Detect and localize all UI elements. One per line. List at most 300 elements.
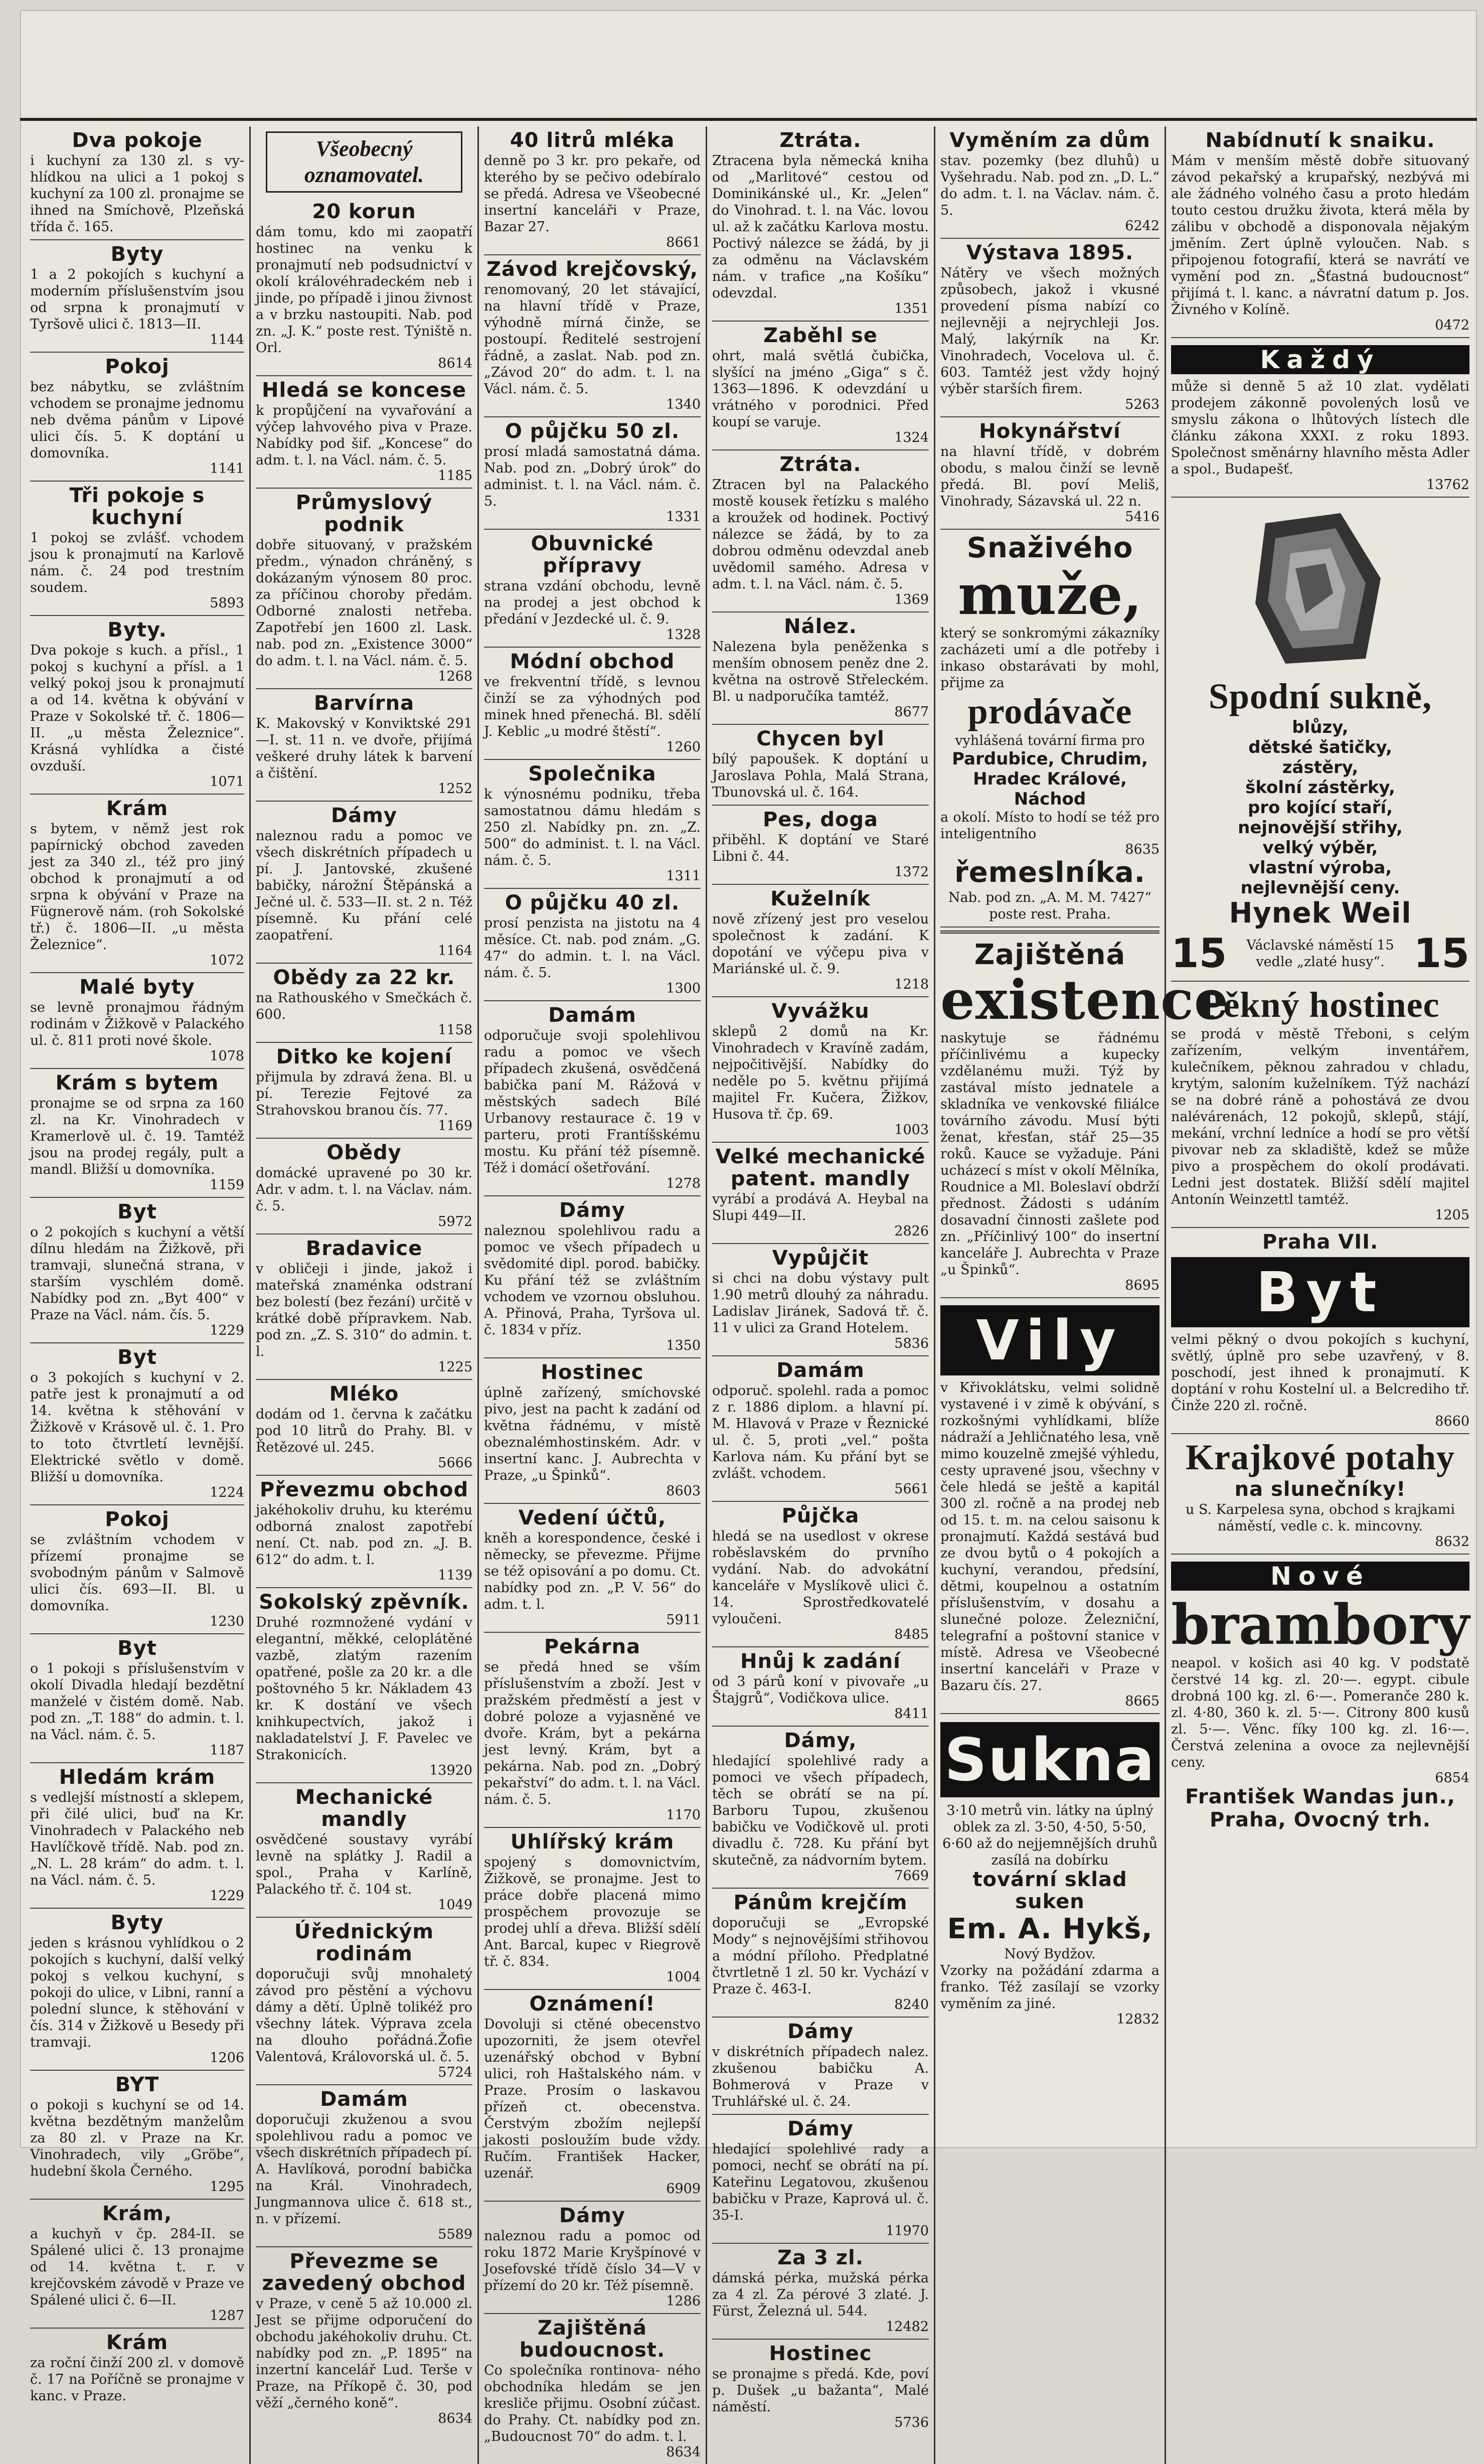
ad-number: 5724 (438, 2065, 472, 2080)
ad-body: odporuč. spolehl. rada a pomoc z r. 1886 diplom. a hlavní pí. M. Hlavová v Praze v Řeznické ul. č. 5, proti „vel.“ pošta Karlova nám. Ku přání byt se zvlášt. vchodem. (712, 1383, 929, 1481)
ad-heading: Půjčka (781, 1504, 860, 1527)
ad-heading: Ztráta. (779, 453, 862, 476)
ad-firm-name: Hynek Weil (1229, 897, 1412, 930)
classified-ad (712, 1502, 929, 1647)
ad-heading: Nabídnutí k snaiku. (1205, 129, 1435, 152)
ad-heading: Za 3 zl. (777, 2246, 864, 2269)
ad-number: 8614 (438, 356, 472, 371)
classified-ad (30, 973, 244, 1069)
classified-ad (712, 450, 929, 612)
ad-heading: Módní obchod (510, 650, 675, 673)
ad-body: se pronajme s předá. Kde, poví p. Dušek „u bažanta“, Malé náměstí. (712, 2366, 929, 2415)
ad-body: si chci na dobu výstavy pult 1.90 metrů dlouhý za náhradu. Ladislav Jiránek, Sadová tř. č. 11 v ulici za Grand Hotelem. (712, 1271, 929, 1336)
product-item: nejnovější střihy, (1238, 818, 1403, 838)
classified-ad (712, 322, 929, 450)
ad-heading-large: Spodní sukně, (1208, 676, 1432, 716)
ad-number: 1229 (210, 1323, 244, 1338)
classified-ad (256, 689, 472, 802)
ad-address: Praha, Ovocný trh. (1210, 1808, 1431, 1831)
ad-heading-large: Pěkný hostinec (1201, 985, 1440, 1025)
classified-ad (30, 482, 244, 616)
ad-heading: Ditko ke kojení (276, 1045, 452, 1068)
ad-body: kněh a korespondence, české i německy, se převezme. Přijme se též opisování a po domu. Ct. nabídky pod zn. „P. V. 56“ do adm. t. l. (484, 1530, 701, 1612)
product-item: blůzy, (1292, 717, 1349, 737)
ad-body: úplně zařízený, smíchovské pivo, jest na pacht k zadání od května řádnému, v místě obeznalémhostinském. Adr. v insertní kanc. J. Aubrechta v Praze, „u Špinků“. (484, 1385, 701, 1483)
classified-ad (30, 1343, 244, 1505)
ad-body: hledající spolehlivé rady a pomoci ve všech případech, těch se obrátí se na pí. Barboru Tupou, zkušenou babičku ve Vodičkově ul. proti divadlu č. 728. Ku přání byt skutečně, za nádvorním bytem. (712, 1753, 929, 1868)
ad-heading: Vyměním za dům (949, 129, 1150, 152)
classified-ad (484, 126, 701, 255)
ad-heading: Dva pokoje (72, 129, 203, 152)
ad-body: denně po 3 kr. pro pekaře, od kterého by se pečivo odebíralo se předá. Adresa ve Všeobecné insertní kanceláři v Praze, Bazar 27. (484, 153, 701, 235)
ad-body: vyhlášená tovární firma pro (955, 733, 1145, 748)
ad-hokynarstvi (940, 417, 1160, 530)
ad-heading: Damám (548, 1004, 636, 1027)
ad-body: přijmula by zdravá žena. Bl. u pí. Terezie Fejtové za Strahovskou branou čís. 77. (256, 1069, 472, 1118)
ad-heading: Závod krejčovský, (486, 258, 699, 281)
ad-heading: Byty (110, 1911, 164, 1934)
classified-ad (256, 1380, 472, 1476)
ad-heading: O půjčku 40 zl. (505, 891, 680, 914)
ad-number: 6909 (666, 2181, 701, 2197)
ad-nove-brambory (1171, 1555, 1469, 1836)
ad-heading: Barvírna (313, 692, 415, 715)
ad-body: naleznou radu a pomoc od roku 1872 Marie Kryšpínové v Josefovské třídě číslo 34—V v přízemí do 20 kr. Též písemně. (484, 2228, 701, 2293)
classified-ad (484, 1504, 701, 1633)
ad-heading: Byty. (107, 619, 167, 642)
ad-body: bílý papoušek. K doptání u Jaroslava Pohla, Malá Strana, Tbunovská ul. č. 164. (712, 751, 929, 800)
ad-kazdy (1171, 338, 1469, 498)
ad-heading: Pes, doga (762, 808, 879, 831)
classified-ad (484, 1001, 701, 1196)
ad-heading: Výstava 1895. (966, 241, 1134, 264)
ad-body: o 3 pokojích s kuchyní v 2. patře jest k pronajmutí a od 14. května k stěhování v Žižkově v Krásově ul. č. 1. Pro to toto čtvrtletí levnější. Elektrické světlo v domě. Bližší u domovníka. (30, 1370, 244, 1485)
ad-number: 1004 (666, 1969, 701, 1985)
ad-body: se prodá v městě Třeboni, s celým zařízením, velkým inventářem, kulečníkem, pěknou zahradou v chladu, krytým, saloním kuželníkem. Týž nachází se na dobré ráně a pohostává ze dvou nalévárenách, 12 pokojů, sklepů, stájí, mekání, vrchní ledníce a hodí se pro větší pivovar neb za skladiště, kdež se může pivo a prospěchem do okolí prodávati. Ledni jest dostatek. Bližší sdělí majitel Antonín Weinzettl tamtéž. (1171, 1026, 1469, 1207)
ad-sukna (940, 1714, 1160, 2031)
ad-body: Dovoluji si ctěné obecenstvo upozorniti, že jsem otevřel uzenářský obchod v Bybní ulici, roh Haštalského nám. v Praze. Prosím o laskavou přízeň ct. obecenstva. Čerstvým zbožím nejlepší jakosti posloužím bude vždy. Ručím. František Hacker, uzenář. (484, 2017, 701, 2181)
ad-body: Ztracena byla německá kniha od „Marlitové“ cestou od Dominikánské ul., Kr. „Jelen“ do Vinohrad. t. l. na Vác. lovou ul. až k začátku Karlova mostu. Poctivý nálezce se žádá, by ji za odměnu na Václavském nám. v trafice „na Košíku“ odevzdal. (712, 153, 929, 301)
ad-number: 8634 (438, 2411, 472, 2426)
ad-number: 1158 (438, 1022, 472, 1038)
ad-body: doporučuji se „Evropské Mody“ s nejnovějšími střihovou a módní příloho. Předplatné čtvrtletně 1 zl. 50 kr. Vychází v Praze č. 463-I. (712, 1915, 929, 1997)
ad-number: 5666 (438, 1455, 472, 1471)
ad-heading: Dámy (787, 2020, 854, 2043)
ad-heading: Snaživého (966, 532, 1133, 564)
ad-number: 7669 (894, 1868, 929, 1884)
ad-heading: Byt (117, 1346, 157, 1369)
ad-body: dámská pérka, mužská pérka za 4 zl. Za pérové 3 zlaté. J. Fürst, Železná ul. 544. (712, 2270, 929, 2319)
ad-heading: Obuvnické přípravy (531, 532, 654, 577)
divider (940, 931, 1160, 934)
ad-spodni-sukne (1171, 498, 1469, 982)
ad-body: v Praze, v ceně 5 až 10.000 zl. Jest se přijme odporučení do obchodu jakéhokoliv druhu. Ct. nabídky pod zn. „P. 1895“ na inzertní kancelář Lud. Terše v Praze, na Příkopě č. 30, pod věží „černého koně“. (256, 2296, 472, 2411)
ad-number: 1072 (210, 953, 244, 968)
ad-heading: Hledá se koncese (262, 379, 466, 402)
ad-heading: Dámy (331, 804, 397, 827)
ad-body: strana vzdání obchodu, levně na prodej a jest obchod k předání v Jezdecké ul. č. 9. (484, 578, 701, 627)
ad-body: Nalezena byla peněženka s menším obnosem peněz dne 2. května na ostrově Střeleckém. Bl. u nadporučíka tamtéž. (712, 639, 929, 704)
ad-body: v Křivoklátsku, velmi solidně vystavené i v zimě k obývání, s rozkošnými vyhlídkami, blíže nádraží a Jehličnatého lesa, vně mimo kouzelně zmejšé výhledu, cesty upravené jsou, všechny v čele hledá se ještě a kapitál 300 zl. ročně a na prodej neb od 15. t. m. na celou saisonu k pronajmutí. Každá sestává bud ze dvou bytů o 4 pokojích a kuchyní, verandou, předsíní, dětmi, koupelnou a ostatním příslušenstvím, v dosahu a slunečné poloze. Železniční, telegrafní a poštovní stanice v místě. Adresa ve Všeobecné insertní kanceláři v Praze v Bazaru čís. 27. (940, 1380, 1160, 1693)
ad-heading: 20 korun (312, 200, 416, 223)
ad-heading: Zajištěná (974, 939, 1126, 971)
ad-heading-inverted: Vily (940, 1305, 1160, 1375)
classified-ad (484, 2202, 701, 2314)
ad-heading: Vypůjčit (772, 1247, 869, 1270)
classified-ad (256, 964, 472, 1043)
classified-ad (484, 255, 701, 417)
ad-heading: Obědy (326, 1141, 402, 1164)
ad-heading: Obědy za 22 kr. (273, 966, 455, 989)
classified-ad (484, 1633, 701, 1828)
ad-number: 6854 (1435, 1770, 1469, 1786)
classified-ad (256, 376, 472, 489)
ad-body: na hlavní třídě, v dobrém obodu, s malou činží se levně předá. Bl. poví Meliš, Vinohrady, Sázavská ul. 22 n. (940, 444, 1160, 509)
ad-number: 5661 (894, 1481, 929, 1497)
product-item: dětské šatičky, (1248, 737, 1392, 757)
ad-subheading: Praha VII. (1262, 1230, 1379, 1254)
ad-number: 1287 (210, 2308, 244, 2324)
ad-heading: Velké mechanické patent. mandly (715, 1145, 926, 1190)
ad-body: naleznou radu a pomoc ve všech diskrétních případech u pí. J. Jantovské, zkušené babičky, nárožní Štěpánská a Ječné ul. č. 533—II. st. 2 n. Též písemně. Ku přání celé zaopatření. (256, 828, 472, 943)
classified-ad (484, 2314, 701, 2464)
classified-ad (256, 1918, 472, 2085)
ad-number: 1311 (666, 868, 701, 884)
classified-ad (712, 1143, 929, 1244)
ad-number: 5972 (438, 1214, 472, 1229)
ad-heading: Byt (117, 1637, 157, 1660)
ad-heading: Pánům krejčím (733, 1891, 908, 1914)
ad-number: 1205 (1435, 1207, 1469, 1223)
classified-ad (30, 2200, 244, 2329)
column-4 (707, 126, 935, 2464)
ad-number: 1295 (210, 2179, 244, 2195)
ad-number: 1350 (666, 1338, 701, 1353)
classified-ad (484, 648, 701, 760)
ad-body: ve frekventní třídě, s levnou činží se za výhodných pod minek hned přenechá. Bl. sdělí J. Keblic „u modré štěstí“. (484, 674, 701, 739)
product-item: zástěry, (1282, 757, 1359, 778)
classified-ad (712, 612, 929, 725)
ad-number: 6242 (1125, 218, 1160, 234)
column-2 (251, 126, 479, 2464)
classified-ad (30, 1763, 244, 1909)
ad-heading: Vedení účtů, (518, 1506, 667, 1529)
classified-ad (712, 2340, 929, 2434)
ad-body: o 2 pokojích s kuchyní a větší dílnu hledám na Žižkově, při tramvaji, slunečná strana, v starším vyschlém domě. Nabídky pod zn. „Byt 400“ v Praze na Václ. nám. čís. 5. (30, 1224, 244, 1323)
ad-heading: Vyvážku (771, 1000, 870, 1023)
ad-body: v obličeji i jinde, jakož i mateřská znaménka odstraní bez bolestí (bez řezání) určitě v krátké době přípravkem. Nab. pod zn. „Z. S. 310“ do admin. t. l. (256, 1261, 472, 1359)
ad-body: od 3 párů koní v pivovaře „u Štajgrů“, Vodičkova ulice. (712, 1674, 929, 1706)
classified-ad (256, 2085, 472, 2247)
ad-body: stav. pozemky (bez dluhů) u Vyšehradu. Nab. pod zn. „D. L.“ do adm. t. l. na Václav. nám. č. 5. (940, 153, 1160, 218)
ad-number: 1164 (438, 943, 472, 959)
classified-ad (712, 725, 929, 806)
ad-body: naleznou spolehlivou radu a pomoc ve všech případech u svědomité dipl. porod. babičky. Ku přání též se zvláštním vchodem ve vzornou obsluhou. A. Přinová, Praha, Tyršova ul. č. 1834 v příz. (484, 1223, 701, 1338)
ad-byt-praha (1171, 1228, 1469, 1434)
ad-body: dobře situovaný, v pražském předm., výnadon chráněný, s dokázaným výnosem 80 proc. za příčinou choroby předám. Odborné znalosti netřeba. Zapotřebí jen 1600 zl. Lask. nab. pod zn. „Existence 3000“ do adm. t. l. na Václ. nám. č. 5. (256, 537, 472, 669)
ad-heading: Krám (106, 2331, 169, 2354)
ad-cities: Pardubice, Chrudim, Hradec Králové, Náchod (952, 749, 1148, 809)
ad-nabidnuti (1171, 126, 1469, 338)
classified-ad (484, 1196, 701, 1358)
classified-ad (712, 126, 929, 322)
ad-heading: Uhlířský krám (510, 1830, 675, 1854)
ad-heading: Průmyslový podnik (295, 491, 433, 536)
ad-heading: Dámy (559, 1199, 625, 1222)
column-3 (479, 126, 707, 2464)
ad-number: 11970 (886, 2223, 929, 2239)
column-5 (935, 126, 1229, 2464)
ad-snaziveho-muze (940, 530, 1160, 928)
ad-heading: Sokolský zpěvník. (259, 1591, 469, 1614)
classified-ad (484, 417, 701, 530)
ad-number: 1169 (438, 1118, 472, 1134)
ad-body: jakéhokoliv druhu, ku kterému odborná znalost zapotřebí není. Ct. nab. pod zn. „J. B. 612“ do adm. t. l. (256, 1502, 472, 1568)
ad-body: Nový Bydžov. (1004, 1946, 1096, 1962)
classified-ad (484, 1828, 701, 1990)
ad-krajkove-potahy (1171, 1434, 1469, 1555)
ad-body: nově zřízený jest pro veselou společnost k zadání. K dopotání ve výčepu piva v Mariánské ul. č. 9. (712, 911, 929, 977)
ad-body: a okolí. Místo to hodí se též pro inteligentního (940, 810, 1160, 842)
classified-ad (712, 1889, 929, 2018)
ad-vily (940, 1298, 1160, 1714)
ad-number: 1300 (666, 981, 701, 996)
ad-number: 8240 (894, 1997, 929, 2013)
ad-body: doporučuji svůj mnohaletý závod pro pěstění a výchovu dámy a dětí. Úplně tolikéž pro všechny látek. Výprava zcela na dlouho pořádná.Žofie Valentová, Královorská ul. č. 5. (256, 1966, 472, 2065)
ad-heading: Dámy, (784, 1729, 857, 1752)
ad-number: 8603 (666, 1483, 701, 1499)
ad-heading: Převezme se zavedený obchod (262, 2250, 466, 2295)
ad-heading: Chycen byl (756, 727, 885, 750)
ad-body: domácké upravené po 30 kr. Adr. v adm. t. l. na Václav. nám. č. 5. (256, 1165, 472, 1214)
ad-number: 8660 (1435, 1414, 1469, 1429)
ad-number: 1078 (210, 1048, 244, 1064)
ad-body: Druhé rozmnožené vydání v elegantní, měkké, celoplátěné vazbě, zlatým razením opatřené, pošle za 20 kr. a dle poštovného 5 kr. Nákladem 43 kr. K dostání ve všech knihkupectvích, jakož i nakladatelství J. F. Pavelec ve Strakonicích. (256, 1615, 472, 1763)
ad-number: 1229 (210, 1888, 244, 1904)
ad-heading: Krám s bytem (55, 1071, 219, 1095)
ad-pekny-hostinec (1171, 982, 1469, 1228)
ad-body: o 1 pokoji s příslušenstvím v okolí Divadla hledají bezdětní manželé v čistém domě. Nab. pod zn. „T. 188“ do admin. t. l. na Václ. nám. č. 5. (30, 1661, 244, 1743)
ad-body: s vedlejší místností a sklepem, při čilé ulici, buď na Kr. Vinohradech v Palackého neb Havlíčkově třídě. Nab. pod zn. „N. L. 28 krám“ do adm. t. l. na Václ. nám. č. 5. (30, 1790, 244, 1888)
ad-heading-inverted: Nové (1171, 1562, 1469, 1591)
product-item: vlastní výroba, (1248, 858, 1392, 878)
ad-body: Vzorky na požádání zdarma a franko. Též zasílají se vzorky vyměním za jiné. (940, 1963, 1160, 2012)
ad-number: 1286 (666, 2293, 701, 2309)
ad-heading: Byt (117, 1200, 157, 1223)
ad-number: 8695 (1125, 1278, 1160, 1293)
address-row (1171, 930, 1469, 977)
ad-body: neapol. v košich asi 40 kg. V podstatě čerstvé 14 kg. zl. 20·—. egypt. cibule drobná 100 kg. zl. 6·—. Pomeranče 280 k. zl. 4·80, 360 k. zl. 5·—. Citrony 800 kusů zl. 5·—. Věnc. fíky 100 kg. zl. 16·—. Čerstvá zelenina a ovoce za nejlevnější ceny. (1171, 1655, 1469, 1770)
ad-body: spojený s domovnictvím, Žižkově, se pronajme. Jest to práce dobře placená mimo prospěchem provozuje se prodej uhlí a dřeva. Bližší sdělí Ant. Barcal, kupec v Riegrově tř. č. 834. (484, 1855, 701, 1969)
ad-body: může si denně 5 až 10 zlat. vydělati prodejem zákonně povolených losů ve smyslu zákona o lhůtových lístech dle článku zákona XXXI. z roku 1893. Společnost směnárny hlavního města Adler a spol., Budapešť. (1171, 379, 1469, 477)
ad-body: velmi pěkný o dvou pokojích s kuchyní, světlý, úplně pro sebe uzavřený, v 8. poschodí, jest ihned k pronajmutí. K doptání v rohu Kostelní ul. a Belcrediho tř. Činže 220 zl. ročně. (1171, 1332, 1469, 1414)
ad-number: 5263 (1125, 397, 1160, 412)
ad-heading: Společnika (528, 762, 656, 786)
ad-body: Nátěry ve všech možných způsobech, jakož i vkusné provedení písma nabízí co nejlevněji a nejrychleji Jos. Malý, lakýrník na Kr. Vinohradech, Vocelova ul. č. 603. Tamtéž jest vždy hojný výběr starších firem. (940, 265, 1160, 397)
ad-body: naskytuje se řádnému příčinlivému a kupecky vzdělanému muži. Týž by zastával místo jednatele a skladníka ve venkovské filiálce továrního závodu. Musí býti ženat, křesťan, stář 25—35 roků. Kauce se vyžaduje. Páni ucházecí s míst v okolí Mělníka, Roudnice a Ml. Boleslaví obdrží přednost. Žádosti s udáním dosavadní činnosti zašlete pod zn. „Příčinlivý 100“ do insertní kanceláře J. Aubrechta v Praze „u Špinků“. (940, 1030, 1160, 1278)
ad-number: 1049 (438, 1897, 472, 1913)
top-rule (20, 118, 1477, 121)
ad-heading: řemeslníka. (954, 856, 1145, 889)
ad-number: 8411 (894, 1706, 929, 1722)
ad-heading: Mechanické mandly (295, 1786, 433, 1831)
ad-heading: Nález. (784, 615, 857, 638)
classified-ad (712, 1727, 929, 1889)
ad-heading: Kuželník (770, 887, 871, 910)
section-header: Všeobecný oznamovatel. (266, 131, 462, 193)
ad-body: u S. Karpelesa syna, obchod s krajkami náměstí, vedle c. k. mincovny. (1185, 1502, 1455, 1534)
product-item: nejlevnější ceny. (1240, 878, 1400, 898)
ad-body: o pokoji s kuchyní se od 14. května bezdětným manželům za 80 zl. v Praze na Kr. Vinohradech, vily „Gröbe“, hudební škola Černého. (30, 2097, 244, 2179)
ad-body: k propůjčení na vyvařování a výčep lahvového piva v Praze. Nabídky pod šif. „Koncese“ do adm. t. l. na Václ. nám. č. 5. (256, 403, 472, 468)
classified-ad (712, 1647, 929, 1727)
ad-body: odporučuje svoji spolehlivou radu a pomoc ve všech případech zkušená, osvědčená babička paní M. Rážová v městských sadech Bílé Urbanovy restaurace č. 19 v parteru, proti Frantíšskému mostu. Ku přání též písemně. Též i domácí ošetřování. (484, 1028, 701, 1176)
ad-number: 1278 (666, 1176, 701, 1191)
ad-body: renomovaný, 20 let stávající, na hlavní třídě v Praze, výhodně mírná činže, se postoupí. Ředitelé sestrojení řádně, a zaslat. Nab. pod zn. „Závod 20“ do adm. t. l. na Václ. nám. č. 5. (484, 282, 701, 397)
ad-number: 1224 (210, 1485, 244, 1500)
ad-number: 1003 (894, 1122, 929, 1138)
ad-number: 1139 (438, 1568, 472, 1583)
ad-number: 13920 (429, 1763, 472, 1778)
ad-heading: Pokoj (105, 1508, 170, 1531)
classified-ad (256, 802, 472, 964)
classified-ad (712, 1356, 929, 1502)
ad-number: 1372 (894, 864, 929, 880)
ad-heading: Krám (106, 797, 169, 820)
classified-ad (256, 1783, 472, 1918)
ad-body: k výnosnému podniku, třeba samostatnou dámu hledám s 250 zl. Nabídky pn. zn. „Z. 500“ do administ. t. l. na Václ. nám. č. 5. (484, 787, 701, 868)
ad-number: 8632 (1435, 1534, 1469, 1550)
classified-ad (30, 1634, 244, 1763)
ad-heading: Zaběhl se (763, 324, 878, 347)
ad-heading: Krám, (102, 2202, 173, 2225)
ad-heading: Převezmu obchod (259, 1478, 469, 1501)
ad-heading: Dámy (787, 2117, 854, 2140)
ad-body: Ztracen byl na Palackého mostě kousek řetízku s malého a kroužek od hodinek. Poctivý nálezce se žádá, by to za dobrou odměnu odevzdal aneb uvědomil samého. Adresa v adm. t. l. na Václ. nám. č. 5. (712, 477, 929, 592)
ad-number: 1351 (894, 301, 929, 317)
classified-ad (30, 126, 244, 240)
ad-number: 1185 (438, 468, 472, 484)
ad-number: 0472 (1435, 318, 1469, 333)
ad-body: 1 a 2 pokojích s kuchyní a moderním příslušenstvím jsou od srpna k pronajmutí v Tyršově ulici č. 1813—II. (30, 267, 244, 332)
ad-body: doporučuji zkuženou a svou spolehlivou radu a pomoc ve všech diskrétních případech pí. A. Havlíková, porodní babička na Král. Vinohradech, Jungmannova ulice č. 618 st., n. v přízemí. (256, 2112, 472, 2227)
ad-body: se předá hned se vším příslušenstvím a zboží. Jest v pražském předměstí a jest v dobré poloze a vyjasněné ve dvoře. Krám, byt a pekárna jest levný. Krám, byt a pekárna. Nab. pod zn. „Dobrý pekařství“ do adm. t. l. na Václ. nám. č. 5. (484, 1659, 701, 1807)
ad-heading: Pokoj (105, 355, 170, 378)
house-number: 15 (1413, 930, 1469, 977)
classified-ad (256, 1476, 472, 1588)
ad-number: 1071 (210, 774, 244, 790)
ad-heading: Zajištěná budoucnost. (519, 2317, 666, 2362)
classified-ad (256, 1235, 472, 1380)
ad-heading: O půjčku 50 zl. (505, 420, 680, 443)
ad-heading: Hostinec (541, 1361, 644, 1384)
ad-body: hledající spolehlivé rady a pomoci, nechť se obrátí na pí. Kateřinu Legatovou, zkušenou babičku v Praze, Kaprová ul. č. 35-I. (712, 2141, 929, 2223)
ad-vystava (940, 239, 1160, 417)
ad-body: přiběhl. K doptání ve Staré Libni č. 44. (712, 832, 929, 864)
product-item: pro kojící staří, (1247, 798, 1393, 818)
ad-number: 1159 (210, 1177, 244, 1193)
ad-heading: Ztráta. (779, 129, 862, 152)
ad-heading: Damám (320, 2088, 408, 2111)
ad-body: 3·10 metrů vin. látky na úplný oblek za zl. 3·50, 4·50, 5·50, 6·60 až do nejjemnějších druhů zasílá na dobírku (942, 1803, 1158, 1868)
ad-heading: Bradavice (305, 1237, 423, 1260)
ad-body: který se sonkromými zákazníky zacházeti umí a dle potřeby i inkaso obstarávati by mohl, přijme za (940, 626, 1160, 691)
ad-heading-large: prodávače (967, 691, 1132, 731)
ad-number: 1331 (666, 509, 701, 525)
ad-body: se levně pronajmou řádným rodinám v Žižkově v Palackého ul. č. 811 proti nové škole. (30, 1000, 244, 1048)
classified-ad (256, 1043, 472, 1139)
ad-heading: Hostinec (769, 2342, 872, 2365)
ad-number: 8634 (666, 2444, 701, 2460)
ad-body: v diskrétních případech nalez. zkušenou babičku A. Bohmerová v Praze v Truhlářské ul. č. 24. (712, 2044, 929, 2109)
ad-number: 1141 (210, 461, 244, 477)
classified-ad (30, 1198, 244, 1343)
ad-heading-inverted: Sukna (940, 1722, 1160, 1797)
ad-number: 1328 (666, 627, 701, 643)
ad-body: i kuchyní za 130 zl. s vy- hlídkou na ulici a 1 pokoj s kuchyní za 100 zl. pronajme se ihned na Smíchově, Plzeňská třída č. 165. (30, 153, 244, 235)
classified-ad (712, 885, 929, 997)
ad-body: pronajme se od srpna za 160 zl. na Kr. Vinohradech v Kramerlově ul. č. 19. Tamtéž jsou na prodej regály, pult a mandl. Bližší u domovníka. (30, 1096, 244, 1177)
ad-vymenim (940, 126, 1160, 239)
ad-firm-name: František Wandas jun., (1185, 1785, 1455, 1808)
garment-illustration-icon (1215, 506, 1426, 671)
ad-number: 8485 (894, 1627, 929, 1642)
classified-ad (712, 2115, 929, 2244)
ad-body: na Rathouského v Smečkách č. 600. (256, 990, 472, 1022)
ad-heading: Damám (776, 1359, 865, 1382)
ad-number: 1260 (666, 739, 701, 755)
ad-heading-large: Krajkové potahy (1186, 1437, 1455, 1477)
ad-address: Václavské náměstí 15 vedle „zlaté husy“. (1246, 937, 1394, 970)
ad-number: 1187 (210, 1743, 244, 1758)
ad-heading-large: brambory (1171, 1592, 1469, 1657)
classified-ad (256, 1139, 472, 1235)
ad-body: Dva pokoje s kuch. a přísl., 1 pokoj s kuchyní a přísl. a 1 velký pokoj jsou k pronajmutí a od 14. května k obývání v Praze v Sokolské tř. č. 1806—II. „u města Železnice“. Krásná vyhlídka a čisté ovzduší. (30, 643, 244, 774)
classified-ad (484, 760, 701, 889)
classified-ad (484, 889, 701, 1001)
ad-number: 5911 (666, 1612, 701, 1628)
ad-body: Nab. pod zn. „A. M. M. 7427“ poste rest. Praha. (948, 890, 1152, 922)
ad-number: 1268 (438, 669, 472, 684)
ad-heading: Hledám krám (59, 1766, 216, 1789)
ad-number: 1324 (894, 430, 929, 445)
classified-ad (30, 2071, 244, 2200)
ad-body: ohrt, malá světlá čubička, slyšící na jméno „Giga“ s č. 1363—1896. K odevzdání u vrátného v porodnici. Před koupí se varuje. (712, 348, 929, 430)
ad-heading: BYT (115, 2073, 159, 2096)
ad-body: za roční činží 200 zl. v domově č. 17 na Poříčně se pronajme v kanc. v Praze. (30, 2355, 244, 2404)
classified-ad (484, 1358, 701, 1504)
classified-ad (712, 2018, 929, 2115)
ad-number: 1340 (666, 397, 701, 412)
ad-number: 8635 (1125, 842, 1160, 857)
ad-body: dám tomu, kdo mi zaopatří hostinec na venku k pronajmutí neb podsudnictví v okolí královéhradeckém neb i jinde, po případě i jinou živnost a v brzku nastoupiti. Nab. pod zn. „J. K.“ poste rest. Týniště n. Orl. (256, 224, 472, 356)
ad-number: 1206 (210, 2050, 244, 2066)
ad-body: dodám od 1. června k začátku pod 10 litrů do Prahy. Bl. v Řetězové ul. 245. (256, 1407, 472, 1455)
ad-body: 1 pokoj se zvlášť. vchodem jsou k pronajmutí na Karlově nám. č. 24 pod trestním soudem. (30, 530, 244, 595)
classified-ad (30, 1505, 244, 1634)
ad-heading-inverted: Byt (1171, 1257, 1469, 1327)
classified-ad (484, 530, 701, 648)
ad-heading: 40 litrů mléka (510, 129, 675, 152)
ad-number: 12832 (1116, 2012, 1160, 2027)
ad-number: 5893 (210, 595, 244, 611)
ad-heading: Úřednickým rodinám (294, 1920, 434, 1965)
column-6 (1166, 126, 1474, 2464)
ad-subheading: na slunečníky! (1234, 1478, 1406, 1501)
ad-number: 1218 (894, 977, 929, 992)
ad-number: 12482 (886, 2319, 929, 2335)
ad-firm-name: Em. A. Hykš, (947, 1913, 1153, 1945)
